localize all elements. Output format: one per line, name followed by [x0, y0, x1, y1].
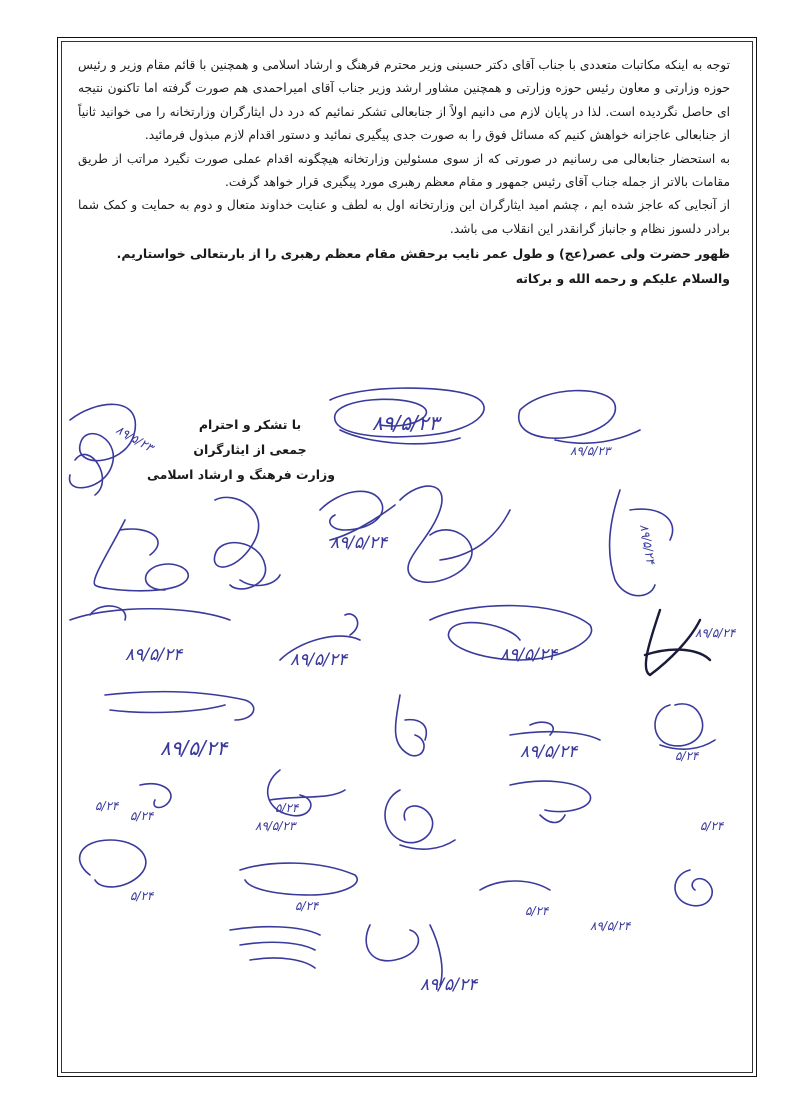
signature [70, 404, 158, 495]
signature-date: ۵/۲۴ [675, 749, 699, 763]
paragraph-1: توجه به اینکه مکاتبات متعددی با جناب آقای دکتر حسینی وزیر محترم فرهنگ و ارشاد اسلامی و همچنین با قائم مقام وزیر و رئیس حوزه وزارتی و معاون رئیس حوزه وزارتی و همچنین مشاور ارشد وزیر جناب آقای امیراحمدی هم صورت گرفته اما تاکنون نتیجه ای حاصل نگردیده است. لذا در پایان لازم می دانیم اولاً از جنابعالی تشکر نمائیم که درد دل ایثارگران وزارتخانه را می خوانید ثانیاً از جنابعالی عاجزانه خواهش کنیم که مسائل فوق را به صورت جدی پیگیری نمائید و دستور اقدام لازم مبذول فرمائید. [78, 58, 730, 143]
signature [230, 927, 320, 968]
signature [400, 486, 510, 582]
signature-date: ۵/۲۴ [130, 809, 154, 823]
signature [94, 520, 188, 591]
signature [655, 704, 715, 763]
signature-date: ۸۹/۵/۲۴ [637, 523, 658, 566]
paragraph-closing: والسلام علیکم و رحمه الله و برکاته [515, 271, 730, 287]
signature [430, 606, 592, 665]
signature-date: ۸۹/۵/۲۴ [520, 742, 578, 762]
signature-date: ۸۹/۵/۲۳ [570, 444, 611, 458]
signature-date: ۸۹/۵/۲۳ [113, 422, 156, 455]
signature [510, 722, 600, 762]
signature [385, 790, 455, 849]
paragraph-2: به استحضار جنابعالی می رسانیم در صورتی که از سوی مسئولین وزارتخانه هیچگونه اقدام عملی صورت نگیرد مراتب از طریق مقامات بالاتر از جمله جناب آقای رئیس جمهور و مقام معظم رهبری مورد پیگیری قرار خواهد گرفت. [78, 151, 730, 190]
signature [105, 692, 254, 760]
paragraph-3: از آنجایی که عاجز شده ایم ، چشم امید ایثارگران این وزارتخانه اول به لطف و عنایت خداوند متعال و دوم به حمایت و کمک شما برادر دلسوز نظام و جانباز گرانقدر این انقلاب می باشد. [78, 198, 730, 236]
signature-date: ۸۹/۵/۲۴ [695, 626, 736, 640]
signature-date: ۵/۲۴ [295, 899, 319, 913]
signoff-line-3: وزارت فرهنگ و ارشاد اسلامی [146, 467, 335, 482]
signoff-line-1: با تشکر و احترام [198, 417, 302, 432]
signature-date: ۸۹/۵/۲۴ [420, 975, 478, 995]
signature-date: ۵/۲۴ [130, 889, 154, 903]
signature [70, 606, 230, 665]
signature-date: ۸۹/۵/۲۴ [290, 650, 348, 670]
signature [519, 391, 640, 458]
signature [214, 497, 280, 589]
signature-date: ۸۹/۵/۲۳ [255, 819, 296, 833]
signature-date: ۵/۲۴ [275, 801, 299, 815]
signature [645, 610, 737, 675]
signature-date: ۵/۲۴ [525, 904, 549, 918]
paragraph-prayer: ظهور حضرت ولی عصر(عج) و طول عمر نایب برحقش مقام معظم رهبری را از بارىتعالی خواستاریم. [116, 246, 730, 262]
signature [480, 881, 550, 918]
signoff-line-2: جمعی از ایثارگران [193, 442, 307, 457]
signature-date: ۸۹/۵/۲۳ [372, 411, 440, 435]
signature [240, 863, 357, 913]
signature [80, 840, 155, 903]
signature-date: ۵/۲۴ [700, 819, 724, 833]
signature-date: ۸۹/۵/۲۴ [500, 645, 558, 665]
signature-date: ۵/۲۴ [95, 799, 119, 813]
signature [396, 695, 427, 756]
signature [675, 870, 712, 906]
signature [280, 614, 360, 670]
signature [510, 781, 725, 833]
signature-date: ۸۹/۵/۲۴ [160, 736, 228, 760]
signature-date: ۸۹/۵/۲۴ [590, 919, 631, 933]
signature-date: ۸۹/۵/۲۴ [330, 533, 388, 553]
signature [268, 770, 345, 816]
signature [610, 490, 673, 596]
signature [330, 388, 484, 444]
signature-date: ۸۹/۵/۲۴ [125, 645, 183, 665]
signature [366, 925, 479, 995]
signature [320, 491, 395, 553]
